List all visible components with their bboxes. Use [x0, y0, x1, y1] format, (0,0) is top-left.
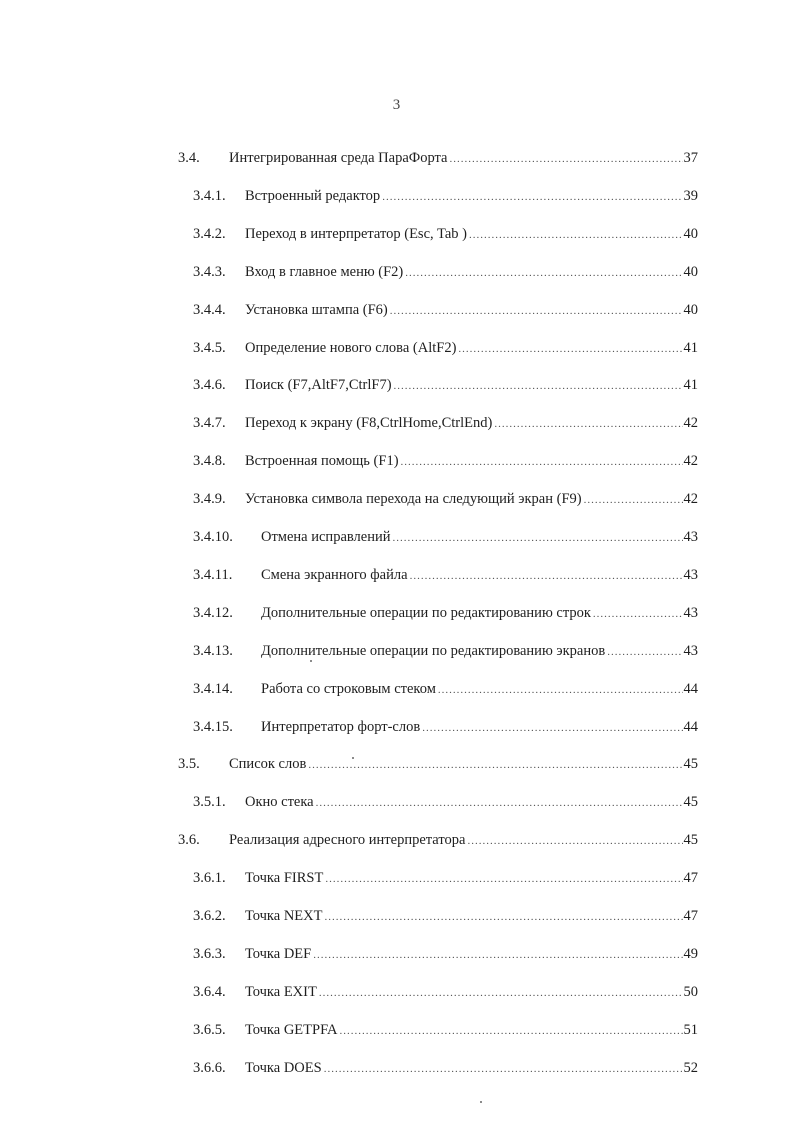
- toc-entry-number: 3.5.: [178, 756, 200, 773]
- toc-entry: [0, 905, 793, 927]
- toc-entry-page: 45: [683, 794, 698, 811]
- toc-entry: [0, 640, 793, 662]
- toc-entry-title: Реализация адресного интерпретатора: [229, 829, 467, 851]
- toc-entry-page: 43: [683, 529, 698, 545]
- toc-entry-title: Интегрированная среда ПараФорта: [229, 147, 449, 169]
- toc-entry: [0, 829, 793, 851]
- toc-entry-page: 50: [683, 983, 698, 1000]
- toc-leader-dots: [316, 792, 683, 814]
- toc-entry: [0, 450, 793, 472]
- scan-speck: [310, 660, 312, 662]
- toc-entry-line: [229, 147, 698, 170]
- toc-entry-number: 3.4.12.: [193, 604, 233, 621]
- toc-entry-title: Дополнительные операции по редактированию строк: [261, 602, 593, 624]
- toc-entry-number: 3.6.4.: [193, 983, 226, 1000]
- toc-leader-dots: [382, 186, 682, 208]
- toc-entry-line: [245, 299, 698, 322]
- toc-entry-line: [245, 905, 698, 928]
- toc-entry-line: [229, 753, 698, 776]
- toc-entry-line: [261, 640, 698, 663]
- page-number: 3: [392, 97, 401, 113]
- toc-entry-title: Точка EXIT: [245, 981, 319, 1003]
- toc-leader-dots: [393, 527, 683, 549]
- toc-entry-line: [245, 791, 698, 814]
- toc-entry-line: [245, 185, 698, 208]
- toc-entry: [0, 753, 793, 775]
- toc-entry-number: 3.4.5.: [193, 339, 226, 356]
- toc-entry-number: 3.4.4.: [193, 301, 226, 318]
- toc-leader-dots: [319, 982, 683, 1004]
- toc-entry-number: 3.4.13.: [193, 642, 233, 659]
- toc-entry-title: Дополнительные операции по редактированию экранов: [261, 640, 607, 662]
- toc-leader-dots: [390, 300, 683, 322]
- toc-leader-dots: [308, 754, 682, 776]
- toc-entry-number: 3.6.5.: [193, 1021, 226, 1038]
- toc-entry-number: 3.4.6.: [193, 377, 226, 394]
- toc-entry-page: 45: [683, 832, 698, 849]
- toc-entry-number: 3.4.11.: [193, 566, 233, 583]
- toc-entry-page: 40: [683, 263, 698, 280]
- toc-leader-dots: [458, 338, 682, 360]
- toc-entry: [0, 412, 793, 434]
- toc-entry-page: 43: [683, 604, 698, 621]
- toc-entry: [0, 943, 793, 965]
- toc-entry-number: 3.5.1.: [193, 794, 226, 811]
- toc-entry-page: 40: [683, 225, 698, 242]
- toc-leader-dots: [584, 489, 683, 511]
- toc-leader-dots: [469, 224, 683, 246]
- toc-entry-title: Смена экранного файла: [261, 564, 410, 586]
- toc-entry-page: 43: [683, 642, 698, 659]
- toc-entry-page: 52: [683, 1059, 698, 1076]
- toc-entry-page: 37: [683, 150, 698, 166]
- toc-leader-dots: [340, 1020, 683, 1042]
- toc-entry-title: Точка DEF: [245, 943, 313, 965]
- toc-entry: [0, 1019, 793, 1041]
- toc-entry-number: 3.4.: [178, 150, 200, 166]
- toc-leader-dots: [394, 375, 683, 397]
- toc-entry-title: Окно стека: [245, 791, 316, 813]
- toc-entry: [0, 678, 793, 700]
- toc-entry: [0, 602, 793, 624]
- toc-entry-number: 3.6.: [178, 832, 200, 849]
- toc-leader-dots: [325, 868, 682, 890]
- toc-entry-number: 3.4.1.: [193, 187, 226, 204]
- toc-entry-title: Переход в интерпретатор (Esc, Tab ): [245, 223, 469, 245]
- toc-leader-dots: [405, 262, 682, 284]
- toc-entry-title: Установка символа перехода на следующий экран (F9): [245, 488, 584, 510]
- toc-entry: [0, 223, 793, 245]
- toc-entry-title: Точка NEXT: [245, 905, 324, 927]
- toc-leader-dots: [324, 1058, 683, 1080]
- toc-entry: [0, 981, 793, 1003]
- toc-entry-title: Точка FIRST: [245, 867, 325, 889]
- toc-leader-dots: [593, 603, 683, 625]
- toc-entry-line: [261, 564, 698, 587]
- toc-entry-line: [245, 943, 698, 966]
- toc-entry-line: [245, 223, 698, 246]
- toc-entry-line: [245, 981, 698, 1004]
- toc-entry-line: [229, 829, 698, 852]
- toc-entry-number: 3.4.9.: [193, 491, 226, 508]
- toc-entry: [0, 564, 793, 586]
- toc-entry-page: 45: [683, 756, 698, 773]
- toc-leader-dots: [324, 906, 682, 928]
- toc-entry-line: [245, 867, 698, 890]
- scan-speck: [480, 1101, 482, 1103]
- toc-entry: [0, 337, 793, 359]
- toc-entry: [0, 299, 793, 321]
- toc-leader-dots: [422, 717, 682, 739]
- toc-entry-number: 3.4.15.: [193, 718, 233, 735]
- toc-leader-dots: [313, 944, 682, 966]
- toc-entry-line: [261, 716, 698, 739]
- toc-leader-dots: [607, 641, 682, 663]
- toc-entry-line: [245, 1057, 698, 1080]
- toc-entry-page: 49: [683, 945, 698, 962]
- toc-entry-page: 42: [683, 415, 698, 432]
- toc-entry-page: 44: [683, 680, 698, 697]
- toc-entry-title: Вход в главное меню (F2): [245, 261, 405, 283]
- toc-entry-page: 43: [683, 566, 698, 583]
- toc-leader-dots: [449, 148, 682, 170]
- toc-entry-title: Переход к экрану (F8,CtrlHome,CtrlEnd): [245, 412, 494, 434]
- toc-entry: [0, 526, 793, 548]
- toc-entry-title: Встроенная помощь (F1): [245, 450, 401, 472]
- toc-entry-line: [245, 261, 698, 284]
- toc-entry-line: [245, 374, 698, 397]
- toc-entry-page: 42: [683, 453, 698, 470]
- toc-entry-number: 3.4.2.: [193, 225, 226, 242]
- toc-entry-line: [245, 412, 698, 435]
- toc-entry-page: 44: [683, 718, 698, 735]
- toc-leader-dots: [410, 565, 683, 587]
- toc-entry-number: 3.6.6.: [193, 1059, 226, 1076]
- toc-entry-title: Точка GETPFA: [245, 1019, 340, 1041]
- scan-speck: [352, 757, 354, 759]
- toc-leader-dots: [467, 830, 682, 852]
- toc-entry-line: [245, 1019, 698, 1042]
- toc-entry: [0, 1057, 793, 1079]
- toc-entry-title: Определение нового слова (AltF2): [245, 337, 458, 359]
- toc-entry-page: 51: [683, 1021, 698, 1038]
- toc-entry-title: Поиск (F7,AltF7,CtrlF7): [245, 374, 394, 396]
- toc-entry-title: Установка штампа (F6): [245, 299, 390, 321]
- toc-entry-line: [261, 602, 698, 625]
- toc-entry-title: Встроенный редактор: [245, 185, 382, 207]
- toc-entry: [0, 867, 793, 889]
- toc-entry-line: [261, 526, 698, 549]
- toc-entry-page: 41: [683, 339, 698, 356]
- toc-entry: [0, 147, 793, 169]
- toc-entry-page: 47: [683, 870, 698, 887]
- toc-entry-title: Интерпретатор форт-слов: [261, 716, 422, 738]
- toc-leader-dots: [438, 679, 683, 701]
- toc-entry-line: [261, 678, 698, 701]
- toc-entry-title: Список слов: [229, 753, 308, 775]
- toc-entry-number: 3.6.1.: [193, 870, 226, 887]
- toc-entry: [0, 716, 793, 738]
- toc-entry-number: 3.4.14.: [193, 680, 233, 697]
- toc-entry: [0, 261, 793, 283]
- toc-entry: [0, 374, 793, 396]
- toc-leader-dots: [401, 451, 683, 473]
- toc-entry: [0, 185, 793, 207]
- toc-entry-page: 42: [683, 491, 698, 508]
- toc-entry-line: [245, 488, 698, 511]
- toc-entry-page: 47: [683, 908, 698, 924]
- toc-entry: [0, 791, 793, 813]
- toc-entry-title: Работа со строковым стеком: [261, 678, 438, 700]
- toc-entry-title: Отмена исправлений: [261, 526, 393, 548]
- toc-entry-line: [245, 337, 698, 360]
- toc-entry-line: [245, 450, 698, 473]
- toc-entry-number: 3.4.10.: [193, 529, 233, 545]
- toc-entry-number: 3.4.7.: [193, 415, 226, 432]
- toc-entry-page: 40: [683, 301, 698, 318]
- toc-leader-dots: [494, 413, 682, 435]
- toc-entry-page: 39: [683, 187, 698, 204]
- toc-entry-page: 41: [683, 377, 698, 394]
- toc-entry-number: 3.6.3.: [193, 945, 226, 962]
- toc-entry-number: 3.4.3.: [193, 263, 226, 280]
- toc-entry-number: 3.4.8.: [193, 453, 226, 470]
- toc-entry-number: 3.6.2.: [193, 908, 226, 924]
- toc-entry-title: Точка DOES: [245, 1057, 324, 1079]
- toc-entry: [0, 488, 793, 510]
